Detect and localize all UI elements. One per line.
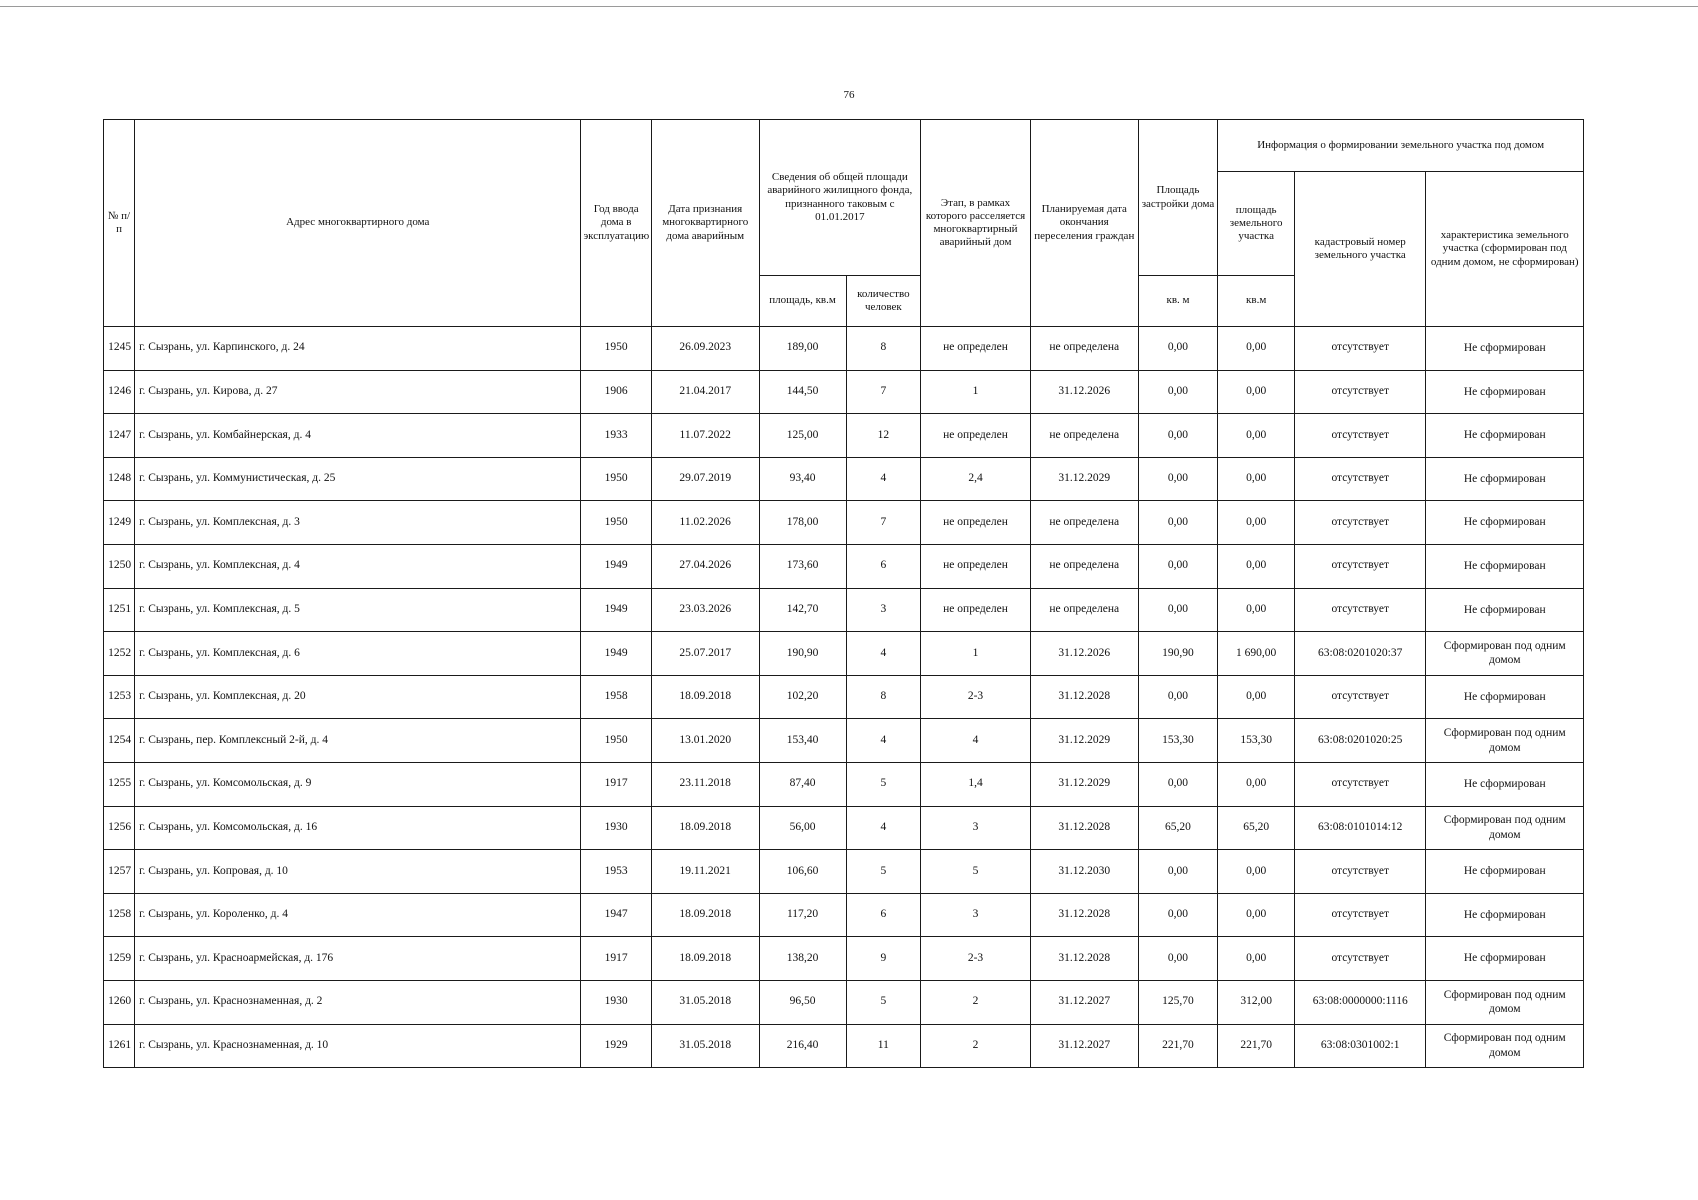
cell-year: 1929 — [581, 1024, 651, 1068]
cell-cadastral: отсутствует — [1294, 937, 1426, 981]
cell-decision-date: 13.01.2020 — [651, 719, 759, 763]
cell-cadastral: отсутствует — [1294, 588, 1426, 632]
cell-num: 1253 — [104, 675, 135, 719]
cell-people: 3 — [846, 588, 921, 632]
cell-planned-date: 31.12.2028 — [1030, 675, 1138, 719]
cell-address: г. Сызрань, ул. Комсомольская, д. 16 — [135, 806, 581, 850]
cell-address: г. Сызрань, ул. Кирова, д. 27 — [135, 370, 581, 414]
cell-planned-date: 31.12.2026 — [1030, 632, 1138, 676]
cell-land-area: 0,00 — [1218, 457, 1295, 501]
cell-building-area: 0,00 — [1138, 327, 1218, 371]
cell-land-area: 0,00 — [1218, 675, 1295, 719]
header-land-area-unit: кв.м — [1218, 276, 1295, 327]
cell-land-area: 1 690,00 — [1218, 632, 1295, 676]
table-row — [104, 544, 1584, 588]
cell-building-area: 0,00 — [1138, 414, 1218, 458]
cell-people: 8 — [846, 675, 921, 719]
cell-land-area: 0,00 — [1218, 544, 1295, 588]
cell-cadastral: 63:08:0000000:1116 — [1294, 980, 1426, 1024]
page-number: 76 — [843, 89, 855, 101]
table-row — [104, 370, 1584, 414]
header-land-area: площадь земельного участка — [1218, 172, 1295, 276]
header-decision-date: Дата признания многоквартирного дома аварийным — [651, 120, 759, 327]
cell-year: 1930 — [581, 806, 651, 850]
cell-num: 1247 — [104, 414, 135, 458]
cell-people: 6 — [846, 893, 921, 937]
cell-stage: не определен — [921, 414, 1031, 458]
cell-characteristic: Не сформирован — [1426, 327, 1584, 371]
page-top-rule — [0, 6, 1698, 7]
cell-planned-date: не определена — [1030, 327, 1138, 371]
cell-year: 1906 — [581, 370, 651, 414]
table-row — [104, 588, 1584, 632]
cell-people: 8 — [846, 327, 921, 371]
cell-land-area: 0,00 — [1218, 370, 1295, 414]
header-planned-date: Планируемая дата окончания переселения граждан — [1030, 120, 1138, 327]
cell-area: 56,00 — [759, 806, 846, 850]
cell-area: 178,00 — [759, 501, 846, 545]
cell-num: 1249 — [104, 501, 135, 545]
cell-characteristic: Не сформирован — [1426, 675, 1584, 719]
cell-area: 189,00 — [759, 327, 846, 371]
cell-people: 4 — [846, 719, 921, 763]
cell-land-area: 65,20 — [1218, 806, 1295, 850]
header-people-count: количество человек — [846, 276, 921, 327]
cell-area: 93,40 — [759, 457, 846, 501]
cell-characteristic: Не сформирован — [1426, 457, 1584, 501]
cell-land-area: 0,00 — [1218, 588, 1295, 632]
cell-building-area: 65,20 — [1138, 806, 1218, 850]
cell-characteristic: Не сформирован — [1426, 893, 1584, 937]
cell-num: 1261 — [104, 1024, 135, 1068]
cell-cadastral: отсутствует — [1294, 675, 1426, 719]
cell-building-area: 0,00 — [1138, 850, 1218, 894]
cell-year: 1949 — [581, 588, 651, 632]
cell-planned-date: 31.12.2029 — [1030, 762, 1138, 806]
cell-stage: 2-3 — [921, 675, 1031, 719]
cell-decision-date: 26.09.2023 — [651, 327, 759, 371]
cell-people: 12 — [846, 414, 921, 458]
cell-people: 5 — [846, 762, 921, 806]
cell-land-area: 0,00 — [1218, 501, 1295, 545]
cell-address: г. Сызрань, пер. Комплексный 2-й, д. 4 — [135, 719, 581, 763]
cell-planned-date: 31.12.2026 — [1030, 370, 1138, 414]
cell-characteristic: Сформирован под одним домом — [1426, 719, 1584, 763]
cell-stage: не определен — [921, 544, 1031, 588]
cell-building-area: 0,00 — [1138, 588, 1218, 632]
cell-stage: 2 — [921, 980, 1031, 1024]
cell-num: 1259 — [104, 937, 135, 981]
table-row — [104, 850, 1584, 894]
cell-decision-date: 11.07.2022 — [651, 414, 759, 458]
cell-num: 1252 — [104, 632, 135, 676]
table-row — [104, 1024, 1584, 1068]
cell-address: г. Сызрань, ул. Короленко, д. 4 — [135, 893, 581, 937]
table-row — [104, 980, 1584, 1024]
cell-decision-date: 18.09.2018 — [651, 806, 759, 850]
cell-num: 1254 — [104, 719, 135, 763]
cell-characteristic: Не сформирован — [1426, 414, 1584, 458]
table-row — [104, 632, 1584, 676]
cell-characteristic: Сформирован под одним домом — [1426, 806, 1584, 850]
cell-planned-date: 31.12.2028 — [1030, 893, 1138, 937]
table-row — [104, 414, 1584, 458]
cell-year: 1950 — [581, 327, 651, 371]
cell-planned-date: 31.12.2029 — [1030, 719, 1138, 763]
cell-num: 1256 — [104, 806, 135, 850]
cell-address: г. Сызрань, ул. Копровая, д. 10 — [135, 850, 581, 894]
cell-characteristic: Сформирован под одним домом — [1426, 632, 1584, 676]
cell-building-area: 153,30 — [1138, 719, 1218, 763]
cell-planned-date: не определена — [1030, 501, 1138, 545]
cell-stage: 1 — [921, 632, 1031, 676]
cell-land-area: 0,00 — [1218, 414, 1295, 458]
cell-characteristic: Не сформирован — [1426, 937, 1584, 981]
cell-characteristic: Не сформирован — [1426, 588, 1584, 632]
header-building-area-unit: кв. м — [1138, 276, 1218, 327]
cell-people: 4 — [846, 632, 921, 676]
header-characteristic: характеристика земельного участка (сформирован под одним домом, не сформирован) — [1426, 172, 1584, 327]
header-cadastral: кадастровый номер земельного участка — [1294, 172, 1426, 327]
cell-stage: не определен — [921, 327, 1031, 371]
cell-people: 5 — [846, 980, 921, 1024]
cell-area: 102,20 — [759, 675, 846, 719]
cell-planned-date: 31.12.2028 — [1030, 806, 1138, 850]
cell-area: 190,90 — [759, 632, 846, 676]
table-body — [104, 327, 1584, 1068]
cell-cadastral: 63:08:0201020:37 — [1294, 632, 1426, 676]
cell-people: 7 — [846, 370, 921, 414]
cell-decision-date: 18.09.2018 — [651, 893, 759, 937]
header-year: Год ввода дома в эксплуатацию — [581, 120, 651, 327]
cell-planned-date: не определена — [1030, 414, 1138, 458]
cell-land-area: 153,30 — [1218, 719, 1295, 763]
cell-building-area: 0,00 — [1138, 370, 1218, 414]
cell-address: г. Сызрань, ул. Красноармейская, д. 176 — [135, 937, 581, 981]
cell-address: г. Сызрань, ул. Коммунистическая, д. 25 — [135, 457, 581, 501]
cell-area: 125,00 — [759, 414, 846, 458]
cell-stage: 1 — [921, 370, 1031, 414]
cell-characteristic: Не сформирован — [1426, 762, 1584, 806]
cell-people: 11 — [846, 1024, 921, 1068]
table-row — [104, 327, 1584, 371]
cell-address: г. Сызрань, ул. Комсомольская, д. 9 — [135, 762, 581, 806]
cell-land-area: 0,00 — [1218, 937, 1295, 981]
cell-year: 1949 — [581, 544, 651, 588]
cell-num: 1250 — [104, 544, 135, 588]
cell-num: 1248 — [104, 457, 135, 501]
table-row — [104, 806, 1584, 850]
header-stage: Этап, в рамках которого расселяется многоквартирный аварийный дом — [921, 120, 1031, 327]
cell-building-area: 0,00 — [1138, 937, 1218, 981]
cell-cadastral: отсутствует — [1294, 501, 1426, 545]
cell-building-area: 0,00 — [1138, 893, 1218, 937]
cell-planned-date: 31.12.2027 — [1030, 980, 1138, 1024]
cell-planned-date: 31.12.2029 — [1030, 457, 1138, 501]
cell-cadastral: отсутствует — [1294, 370, 1426, 414]
table-row — [104, 762, 1584, 806]
cell-characteristic: Не сформирован — [1426, 370, 1584, 414]
cell-address: г. Сызрань, ул. Комплексная, д. 5 — [135, 588, 581, 632]
cell-people: 6 — [846, 544, 921, 588]
table-row — [104, 501, 1584, 545]
cell-land-area: 0,00 — [1218, 327, 1295, 371]
cell-cadastral: отсутствует — [1294, 544, 1426, 588]
cell-cadastral: отсутствует — [1294, 893, 1426, 937]
cell-decision-date: 19.11.2021 — [651, 850, 759, 894]
cell-stage: не определен — [921, 501, 1031, 545]
cell-year: 1949 — [581, 632, 651, 676]
cell-characteristic: Сформирован под одним домом — [1426, 980, 1584, 1024]
table-row — [104, 719, 1584, 763]
cell-num: 1245 — [104, 327, 135, 371]
cell-year: 1950 — [581, 501, 651, 545]
header-area-sqm: площадь, кв.м — [759, 276, 846, 327]
cell-building-area: 0,00 — [1138, 457, 1218, 501]
cell-year: 1950 — [581, 719, 651, 763]
cell-area: 173,60 — [759, 544, 846, 588]
cell-cadastral: отсутствует — [1294, 850, 1426, 894]
cell-stage: 3 — [921, 893, 1031, 937]
cell-num: 1251 — [104, 588, 135, 632]
cell-characteristic: Не сформирован — [1426, 501, 1584, 545]
cell-land-area: 0,00 — [1218, 850, 1295, 894]
cell-year: 1933 — [581, 414, 651, 458]
cell-cadastral: отсутствует — [1294, 762, 1426, 806]
table-row — [104, 457, 1584, 501]
cell-characteristic: Сформирован под одним домом — [1426, 1024, 1584, 1068]
cell-stage: 2 — [921, 1024, 1031, 1068]
cell-decision-date: 31.05.2018 — [651, 980, 759, 1024]
cell-decision-date: 23.03.2026 — [651, 588, 759, 632]
cell-year: 1930 — [581, 980, 651, 1024]
header-address: Адрес многоквартирного дома — [135, 120, 581, 327]
cell-building-area: 0,00 — [1138, 675, 1218, 719]
table-row — [104, 893, 1584, 937]
cell-area: 87,40 — [759, 762, 846, 806]
cell-address: г. Сызрань, ул. Комплексная, д. 3 — [135, 501, 581, 545]
cell-building-area: 0,00 — [1138, 544, 1218, 588]
cell-num: 1257 — [104, 850, 135, 894]
cell-planned-date: 31.12.2027 — [1030, 1024, 1138, 1068]
cell-decision-date: 18.09.2018 — [651, 675, 759, 719]
cell-people: 7 — [846, 501, 921, 545]
cell-cadastral: 63:08:0101014:12 — [1294, 806, 1426, 850]
cell-area: 138,20 — [759, 937, 846, 981]
cell-cadastral: отсутствует — [1294, 414, 1426, 458]
cell-num: 1258 — [104, 893, 135, 937]
cell-land-area: 221,70 — [1218, 1024, 1295, 1068]
cell-year: 1917 — [581, 937, 651, 981]
cell-year: 1950 — [581, 457, 651, 501]
cell-decision-date: 25.07.2017 — [651, 632, 759, 676]
cell-cadastral: 63:08:0301002:1 — [1294, 1024, 1426, 1068]
cell-land-area: 0,00 — [1218, 762, 1295, 806]
cell-area: 216,40 — [759, 1024, 846, 1068]
cell-num: 1246 — [104, 370, 135, 414]
cell-address: г. Сызрань, ул. Краснознаменная, д. 10 — [135, 1024, 581, 1068]
cell-area: 142,70 — [759, 588, 846, 632]
header-num: № п/п — [104, 120, 135, 327]
cell-people: 9 — [846, 937, 921, 981]
cell-planned-date: не определена — [1030, 544, 1138, 588]
cell-building-area: 0,00 — [1138, 501, 1218, 545]
header-building-area: Площадь застройки дома — [1138, 120, 1218, 276]
cell-year: 1958 — [581, 675, 651, 719]
cell-stage: не определен — [921, 588, 1031, 632]
cell-people: 5 — [846, 850, 921, 894]
cell-characteristic: Не сформирован — [1426, 850, 1584, 894]
cell-decision-date: 31.05.2018 — [651, 1024, 759, 1068]
cell-area: 117,20 — [759, 893, 846, 937]
cell-area: 144,50 — [759, 370, 846, 414]
cell-year: 1917 — [581, 762, 651, 806]
cell-num: 1255 — [104, 762, 135, 806]
cell-planned-date: 31.12.2028 — [1030, 937, 1138, 981]
cell-stage: 3 — [921, 806, 1031, 850]
cell-address: г. Сызрань, ул. Комплексная, д. 4 — [135, 544, 581, 588]
cell-decision-date: 29.07.2019 — [651, 457, 759, 501]
cell-land-area: 0,00 — [1218, 893, 1295, 937]
header-housing-info: Сведения об общей площади аварийного жилищного фонда, признанного таковым с 01.01.2017 — [759, 120, 921, 276]
cell-address: г. Сызрань, ул. Краснознаменная, д. 2 — [135, 980, 581, 1024]
cell-people: 4 — [846, 806, 921, 850]
cell-stage: 5 — [921, 850, 1031, 894]
cell-planned-date: не определена — [1030, 588, 1138, 632]
cell-address: г. Сызрань, ул. Комбайнерская, д. 4 — [135, 414, 581, 458]
cell-area: 106,60 — [759, 850, 846, 894]
cell-decision-date: 21.04.2017 — [651, 370, 759, 414]
cell-land-area: 312,00 — [1218, 980, 1295, 1024]
cell-area: 96,50 — [759, 980, 846, 1024]
cell-building-area: 125,70 — [1138, 980, 1218, 1024]
cell-building-area: 0,00 — [1138, 762, 1218, 806]
cell-cadastral: отсутствует — [1294, 327, 1426, 371]
cell-decision-date: 23.11.2018 — [651, 762, 759, 806]
cell-year: 1947 — [581, 893, 651, 937]
cell-address: г. Сызрань, ул. Комплексная, д. 6 — [135, 632, 581, 676]
cell-decision-date: 18.09.2018 — [651, 937, 759, 981]
cell-building-area: 190,90 — [1138, 632, 1218, 676]
cell-area: 153,40 — [759, 719, 846, 763]
table-row — [104, 937, 1584, 981]
cell-people: 4 — [846, 457, 921, 501]
cell-address: г. Сызрань, ул. Карпинского, д. 24 — [135, 327, 581, 371]
cell-building-area: 221,70 — [1138, 1024, 1218, 1068]
cell-year: 1953 — [581, 850, 651, 894]
cell-planned-date: 31.12.2030 — [1030, 850, 1138, 894]
cell-stage: 4 — [921, 719, 1031, 763]
cell-stage: 2,4 — [921, 457, 1031, 501]
cell-cadastral: отсутствует — [1294, 457, 1426, 501]
cell-characteristic: Не сформирован — [1426, 544, 1584, 588]
cell-address: г. Сызрань, ул. Комплексная, д. 20 — [135, 675, 581, 719]
table-row — [104, 675, 1584, 719]
cell-stage: 1,4 — [921, 762, 1031, 806]
cell-stage: 2-3 — [921, 937, 1031, 981]
cell-decision-date: 11.02.2026 — [651, 501, 759, 545]
emergency-housing-table — [103, 119, 1584, 1068]
header-land-info: Информация о формировании земельного участка под домом — [1218, 120, 1584, 172]
cell-cadastral: 63:08:0201020:25 — [1294, 719, 1426, 763]
cell-decision-date: 27.04.2026 — [651, 544, 759, 588]
cell-num: 1260 — [104, 980, 135, 1024]
